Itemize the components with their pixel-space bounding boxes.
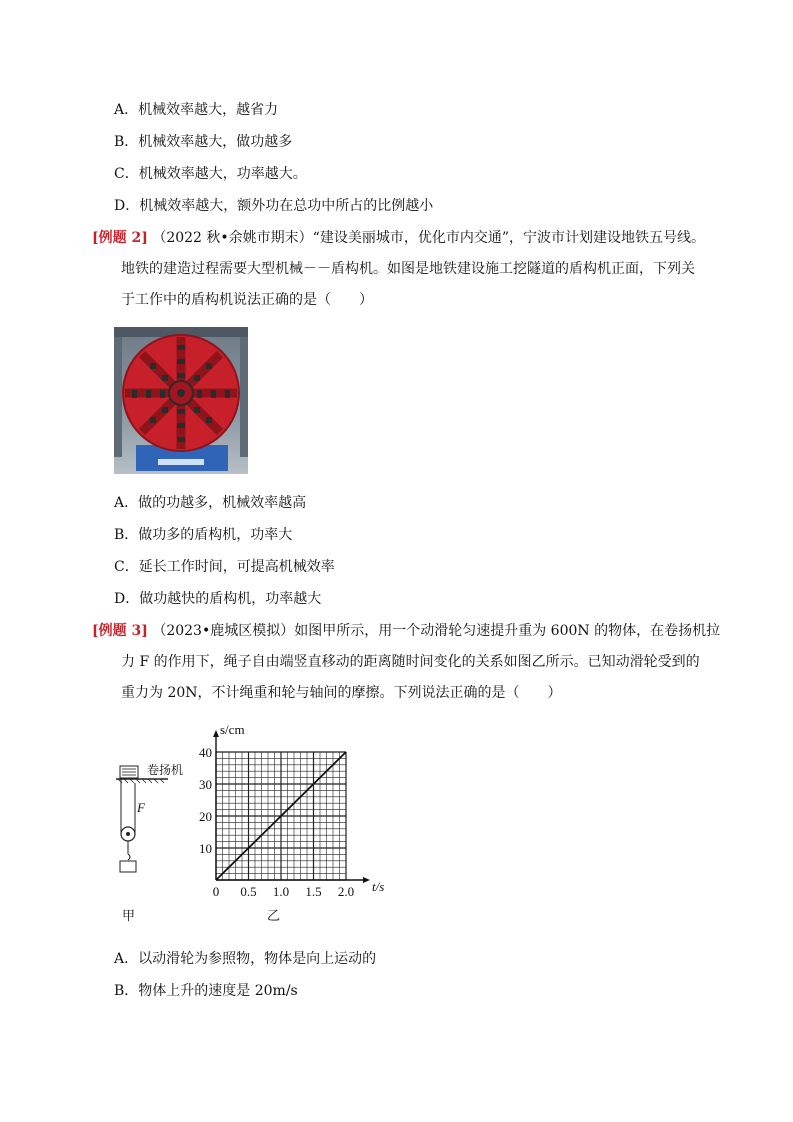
x-axis-arrow bbox=[363, 877, 370, 883]
y-axis-label: s/cm bbox=[220, 722, 245, 737]
caption-yi: 乙 bbox=[267, 908, 281, 923]
q3-stem-line-2: 力 F 的作用下，绳子自由端竖直移动的距离随时间变化的关系如图乙所示。已知动滑轮受到的 bbox=[121, 654, 700, 670]
q2-option-a: A．做的功越多，机械效率越高 bbox=[114, 495, 307, 511]
q2-option-b: B．做功多的盾构机，功率大 bbox=[114, 527, 293, 543]
chart-marks bbox=[199, 722, 384, 899]
pulley-diagram bbox=[116, 766, 168, 872]
q1-option-b: B．机械效率越大，做功越多 bbox=[114, 134, 293, 150]
q1-option-d: D．机械效率越大，额外功在总功中所占的比例越小 bbox=[114, 198, 434, 214]
force-label: F bbox=[137, 800, 145, 815]
q3-figure bbox=[112, 712, 412, 927]
y-tick-label: 10 bbox=[199, 841, 212, 856]
q2-stem-line-1: [例题 2] （2022 秋•余姚市期末）“建设美丽城市，优化市内交通”，宁波市计划建设地铁五号线。 bbox=[92, 230, 705, 246]
x-tick-label: 1.5 bbox=[305, 884, 322, 899]
winch-label: 卷扬机 bbox=[147, 763, 184, 777]
q1-option-c: C．机械效率越大，功率越大。 bbox=[114, 166, 307, 182]
x-axis-label: t/s bbox=[372, 879, 385, 894]
x-tick-label: 1.0 bbox=[272, 884, 290, 899]
q2-stem-line-3: 于工作中的盾构机说法正确的是（ ） bbox=[121, 292, 373, 308]
y-tick-label: 30 bbox=[199, 777, 212, 792]
q2-option-c: C．延长工作时间，可提高机械效率 bbox=[114, 559, 335, 575]
q3-stem-line-3: 重力为 20N，不计绳重和轮与轴间的摩擦。下列说法正确的是（ ） bbox=[121, 685, 562, 701]
q2-option-d: D．做功越快的盾构机，功率越大 bbox=[114, 591, 322, 607]
y-axis-arrow bbox=[213, 730, 219, 737]
q2-stem-line-2: 地铁的建造过程需要大型机械－－盾构机。如图是地铁建设施工挖隧道的盾构机正面，下列关 bbox=[121, 261, 695, 277]
q1-option-a: A．机械效率越大，越省力 bbox=[114, 102, 279, 118]
q3-option-a: A．以动滑轮为参照物，物体是向上运动的 bbox=[114, 951, 377, 967]
q3-option-b: B．物体上升的速度是 20m/s bbox=[114, 983, 298, 999]
x-tick-label: 2.0 bbox=[337, 884, 355, 899]
y-tick-label: 40 bbox=[199, 745, 212, 760]
x-tick-label: 0.5 bbox=[240, 884, 257, 899]
q2-tag: [例题 2] bbox=[92, 230, 148, 246]
y-tick-label: 20 bbox=[199, 809, 212, 824]
q3-stem-line-1: [例题 3] （2023•鹿城区模拟）如图甲所示，用一个动滑轮匀速提升重为 600N 的物体，在卷扬机拉 bbox=[92, 623, 721, 639]
q3-tag: [例题 3] bbox=[92, 623, 148, 639]
x-tick-label: 0 bbox=[212, 884, 220, 899]
caption-jia: 甲 bbox=[122, 908, 136, 923]
shield-machine-photo bbox=[114, 327, 248, 474]
